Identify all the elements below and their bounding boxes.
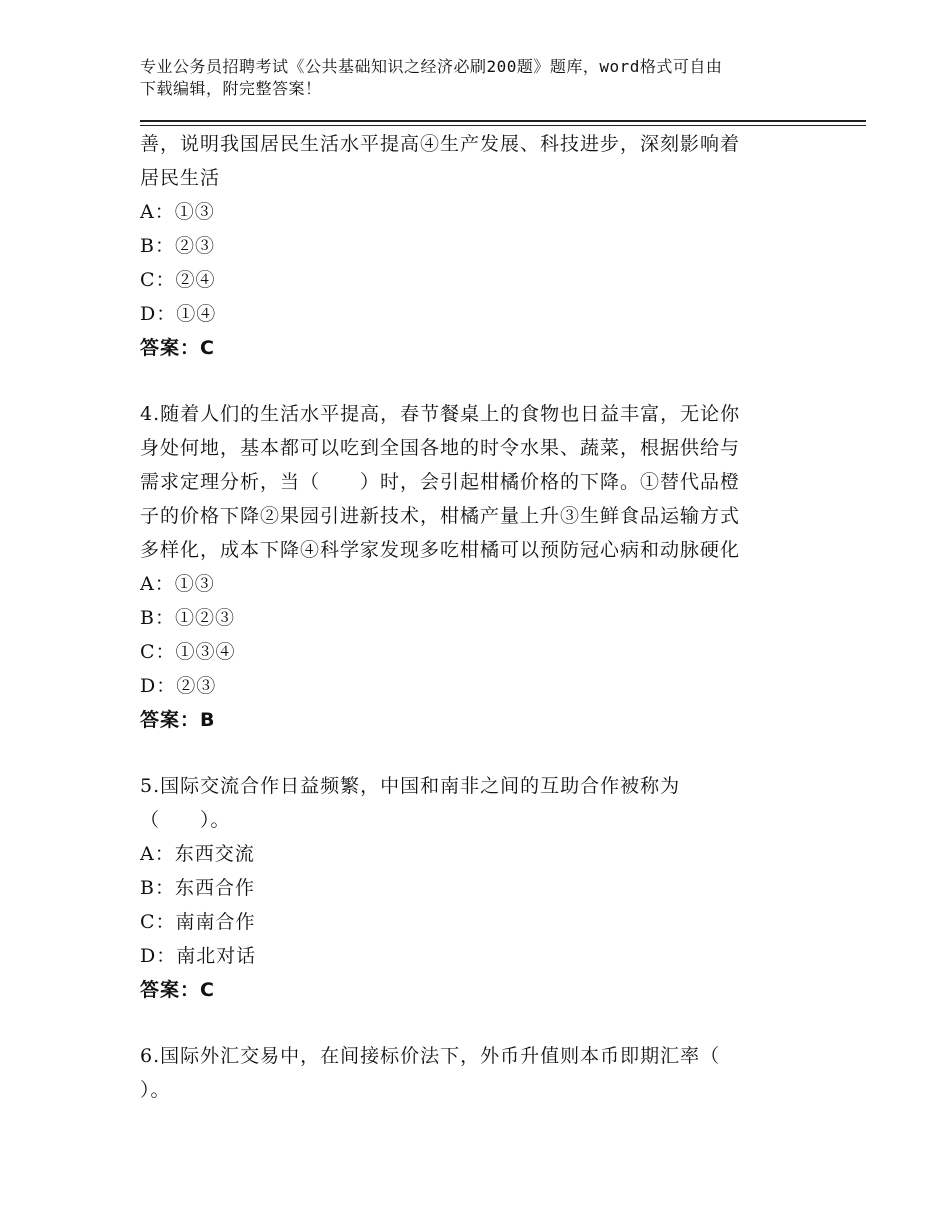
question-stem-line: 身处何地，基本都可以吃到全国各地的时令水果、蔬菜，根据供给与 xyxy=(140,437,741,459)
question-stem-line: 6.国际外汇交易中，在间接标价法下，外币升值则本币即期汇率（ xyxy=(140,1045,721,1067)
answer: 答案：B xyxy=(140,709,216,731)
question-stem-line: 需求定理分析，当（ ）时，会引起柑橘价格的下降。①替代品橙 xyxy=(140,471,741,493)
question-content xyxy=(140,127,840,1107)
question-stem-line: 4.随着人们的生活水平提高，春节餐桌上的食物也日益丰富，无论你 xyxy=(140,403,741,425)
question-stem-line: ）。 xyxy=(140,1079,171,1101)
header-line-2: 下载编辑，附完整答案！ xyxy=(140,79,322,98)
option-a: A：①③ xyxy=(140,573,215,595)
option-a: A：①③ xyxy=(140,201,215,223)
option-c: C：②④ xyxy=(140,269,216,291)
answer: 答案：C xyxy=(140,979,215,1001)
question-3 xyxy=(140,127,840,365)
option-b: B：①②③ xyxy=(140,607,235,629)
question-6 xyxy=(140,1039,840,1107)
option-c: C：①③④ xyxy=(140,641,236,663)
question-stem-line: 多样化，成本下降④科学家发现多吃柑橘可以预防冠心病和动脉硬化 xyxy=(140,539,741,561)
question-stem-line: （ ）。 xyxy=(140,809,231,831)
header-rule-thin xyxy=(140,125,866,126)
question-stem-line: 善，说明我国居民生活水平提高④生产发展、科技进步，深刻影响着 xyxy=(140,133,741,155)
option-c: C：南南合作 xyxy=(140,911,256,933)
question-stem-line: 子的价格下降②果园引进新技术，柑橘产量上升③生鲜食品运输方式 xyxy=(140,505,741,527)
option-d: D：②③ xyxy=(140,675,217,697)
answer: 答案：C xyxy=(140,337,215,359)
header-line-1: 专业公务员招聘考试《公共基础知识之经济必刷200题》题库，word格式可自由 xyxy=(140,57,723,76)
question-5 xyxy=(140,769,840,1007)
option-b: B：②③ xyxy=(140,235,215,257)
option-b: B：东西合作 xyxy=(140,877,255,899)
option-d: D：①④ xyxy=(140,303,217,325)
header-rule-thick xyxy=(140,120,866,122)
option-a: A：东西交流 xyxy=(140,843,255,865)
question-4 xyxy=(140,397,840,737)
question-stem-line: 5.国际交流合作日益频繁，中国和南非之间的互助合作被称为 xyxy=(140,775,681,797)
option-d: D：南北对话 xyxy=(140,945,257,967)
question-stem-line: 居民生活 xyxy=(140,167,221,189)
document-header xyxy=(140,56,820,100)
